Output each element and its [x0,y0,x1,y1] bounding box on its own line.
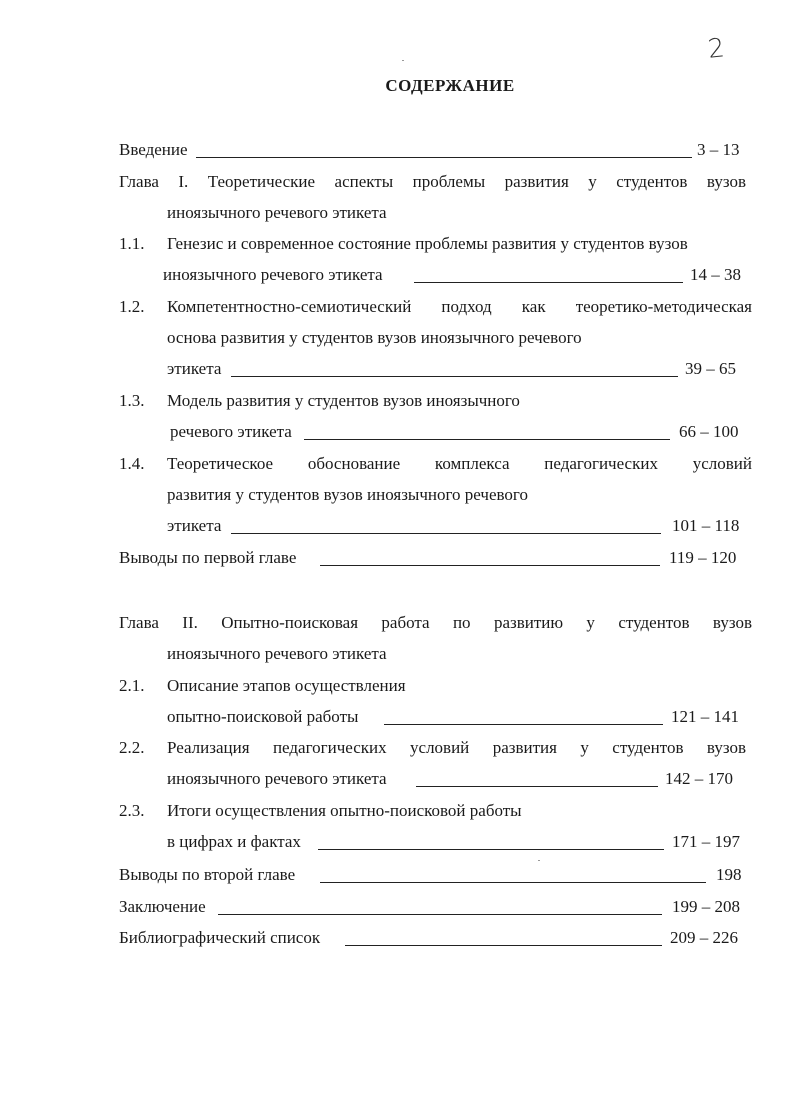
dot-leader [384,724,663,725]
section-title-line: Описание этапов осуществления [167,676,406,695]
entry-pages: 101 – 118 [672,516,740,535]
page-title: СОДЕРЖАНИЕ [385,76,515,95]
chapter-heading-line: иноязычного речевого этикета [167,203,387,222]
section-title-line: Теоретическое обоснование комплекса педагогических условий [167,454,752,473]
chapter-heading-line: иноязычного речевого этикета [167,644,387,663]
entry-pages: 199 – 208 [672,897,740,916]
section-title-line: Реализация педагогических условий развития у студентов вузов [167,738,746,757]
dot-leader [196,157,692,158]
section-title-line: иноязычного речевого этикета [167,769,387,788]
section-title-line: иноязычного речевого этикета [163,265,383,284]
section-title-line: этикета [167,516,222,535]
section-title-line: Генезис и современное состояние проблемы развития у студентов вузов [167,234,688,253]
dot-leader [416,786,658,787]
dot-leader [320,882,706,883]
section-title-line: Компетентностно-семиотический подход как теоретико-методическая [167,297,752,316]
entry-pages: 66 – 100 [679,422,739,441]
section-title-line: речевого этикета [170,422,292,441]
section-number: 1.4. [119,454,145,473]
section-title-line: развития у студентов вузов иноязычного речевого [167,485,528,504]
entry-pages: 121 – 141 [671,707,739,726]
entry-text: Выводы по второй главе [119,865,296,884]
dot-leader [304,439,670,440]
page-number-mark: 2 [706,33,727,65]
section-title-line: Итоги осуществления опытно-поисковой работы [167,801,522,820]
chapter-heading-line: Глава II. Опытно-поисковая работа по развитию у студентов вузов [119,613,752,632]
entry-pages: 39 – 65 [685,359,736,378]
entry-pages: 119 – 120 [669,548,737,567]
section-title-line: опытно-поисковой работы [167,707,359,726]
dot-leader [320,565,660,566]
dot-leader [218,914,662,915]
dot-leader [318,849,664,850]
dot-leader [345,945,662,946]
entry-text: Выводы по первой главе [119,548,297,567]
section-number: 2.1. [119,676,145,695]
entry-text: Библиографический список [119,928,321,947]
scan-speck [402,60,404,61]
section-title-line: в цифрах и фактах [167,832,301,851]
dot-leader [414,282,683,283]
entry-pages: 3 – 13 [697,140,740,159]
entry-pages: 171 – 197 [672,832,740,851]
entry-pages: 142 – 170 [665,769,733,788]
section-number: 2.2. [119,738,145,757]
section-number: 1.3. [119,391,145,410]
section-number: 1.2. [119,297,145,316]
entry-text: Заключение [119,897,206,916]
section-title-line: этикета [167,359,222,378]
entry-pages: 14 – 38 [690,265,741,284]
dot-leader [231,533,661,534]
entry-pages: 209 – 226 [670,928,738,947]
section-title-line: основа развития у студентов вузов иноязычного речевого [167,328,582,347]
dot-leader [231,376,678,377]
section-number: 1.1. [119,234,145,253]
scan-speck [538,860,540,861]
chapter-heading-line: Глава I. Теоретические аспекты проблемы развития у студентов вузов [119,172,746,191]
section-title-line: Модель развития у студентов вузов иноязычного [167,391,520,410]
entry-pages: 198 [716,865,742,884]
entry-text: Введение [119,140,188,159]
section-number: 2.3. [119,801,145,820]
